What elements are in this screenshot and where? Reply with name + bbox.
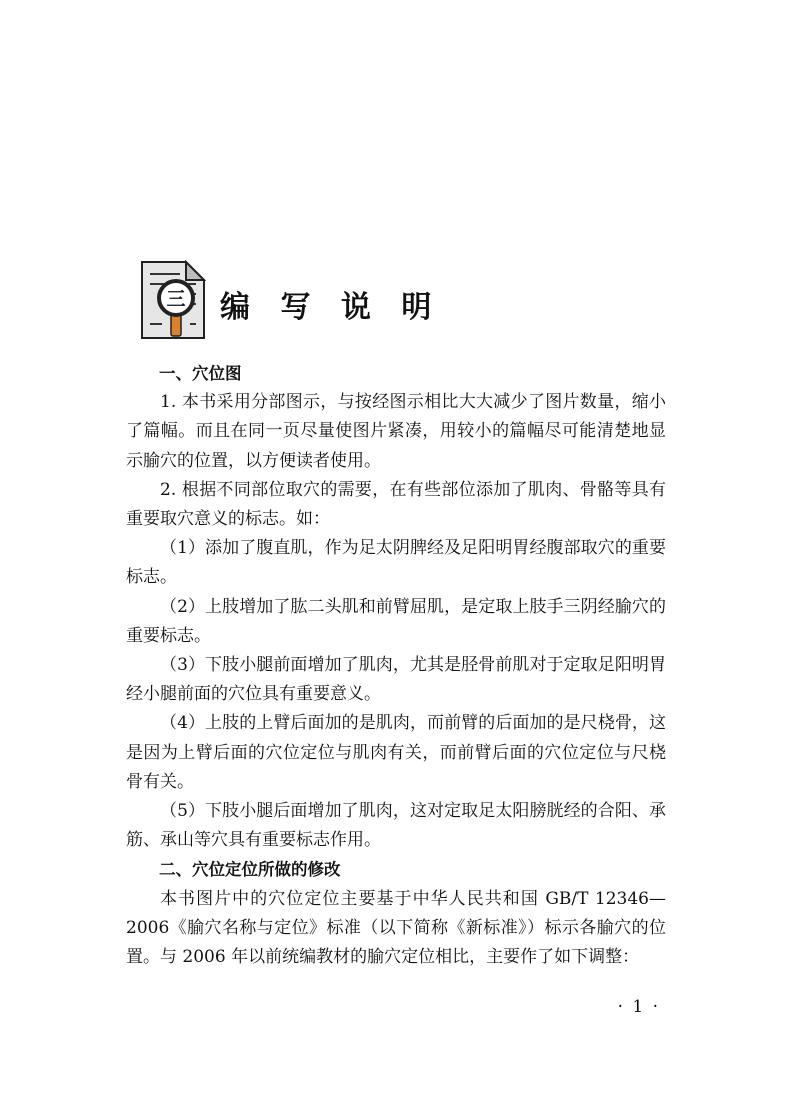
paragraph: 1. 本书采用分部图示，与按经图示相比大大减少了图片数量，缩小了篇幅。而且在同一页尽量使图片紧凑，用较小的篇幅尽可能清楚地显示腧穴的位置，以方便读者使用。: [126, 392, 666, 471]
paragraph: 2. 根据不同部位取穴的需要，在有些部位添加了肌肉、骨骼等具有重要取穴意义的标志。如：: [126, 479, 666, 530]
body-text: [126, 359, 666, 972]
paragraph: （3）下肢小腿前面增加了肌肉，尤其是胫骨前肌对于定取足阳明胃经小腿前面的穴位具有重要意义。: [126, 655, 666, 705]
paragraph: 本书图片中的穴位定位主要基于中华人民共和国 GB/T 12346—2006《腧穴名称与定位》标准（以下简称《新标准》）标示各腧穴的位置。与 2006 年以前统编教材的腧穴定位相比，主要作了如下调整：: [126, 888, 666, 968]
document-magnifier-icon: [140, 260, 206, 340]
section-heading: 二、穴位定位所做的修改: [159, 860, 341, 880]
icon-glyph: 三: [166, 288, 186, 310]
paragraph: （1）添加了腹直肌，作为足太阴脾经及足阳明胃经腹部取穴的重要标志。: [126, 538, 666, 588]
paragraph: （5）下肢小腿后面增加了肌肉，这对定取足太阳膀胱经的合阳、承筋、承山等穴具有重要标志作用。: [126, 801, 666, 851]
page-number: · 1 ·: [617, 997, 660, 1017]
paragraph: （2）上肢增加了肱二头肌和前臂屈肌，是定取上肢手三阴经腧穴的重要标志。: [126, 596, 666, 646]
page-title: 编 写 说 明: [220, 290, 442, 325]
chapter-header: [140, 260, 660, 344]
paragraph: （4）上肢的上臂后面加的是肌肉，而前臂的后面加的是尺桡骨，这是因为上臂后面的穴位定位与肌肉有关，而前臂后面的穴位定位与尺桡骨有关。: [126, 713, 666, 792]
section-heading: 一、穴位图: [159, 364, 242, 383]
